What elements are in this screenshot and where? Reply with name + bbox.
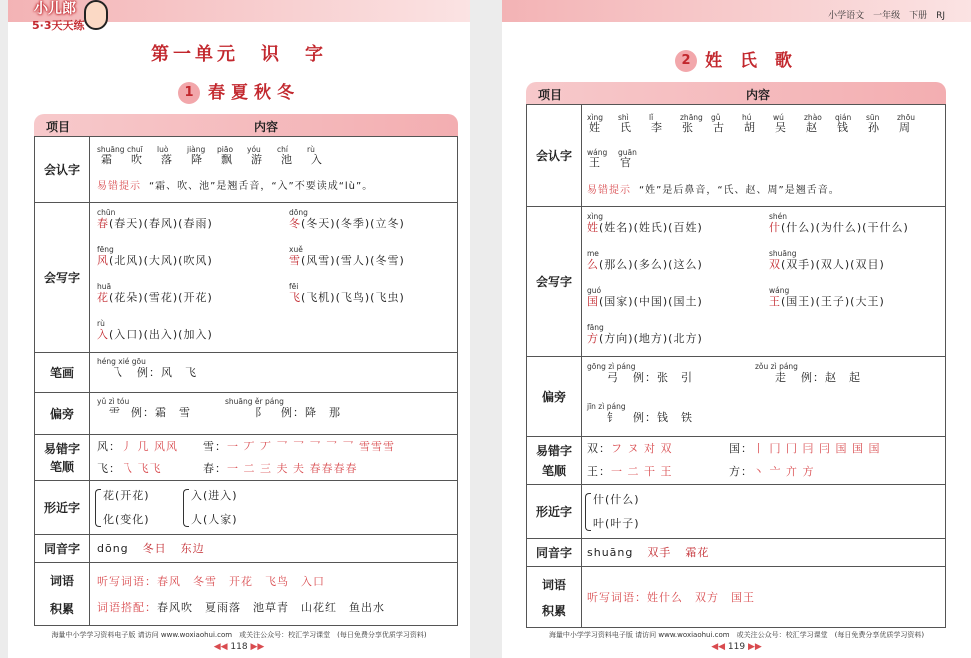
write-item: fēi 飞(飞机)(飞鸟)(飞虫) xyxy=(289,282,405,304)
write-item: chūn 春(春天)(春风)(春雨) xyxy=(97,208,213,230)
homophone-line: shuāng 双手 霜花 xyxy=(587,546,710,559)
radical-item: shuāng ěr páng 阝 例：降 那 xyxy=(225,397,341,419)
char-line: 霜 吹 落 降 飘 游 池 入 xyxy=(101,153,323,166)
logo-line2: 5·3天天练 xyxy=(32,19,85,32)
homophone-line: dōng 冬日 东边 xyxy=(97,542,205,555)
header-item: 项目 xyxy=(538,88,563,102)
row-tongyin xyxy=(527,538,945,566)
row-ciyu xyxy=(35,562,457,626)
header-content: 内容 xyxy=(254,120,279,134)
write-item: wáng 王(国王)(王子)(大王) xyxy=(769,286,885,308)
stroke-order: 国：丨 冂 冂 冃 冃 国 国 国 xyxy=(729,442,881,455)
breadcrumb: 小学语文 一年级 下册 RJ xyxy=(828,11,945,21)
radical-item: yǔ zì tóu ⻗ 例：霜 雪 xyxy=(97,397,191,419)
radical-item: zǒu zì páng 走 例：赵 起 xyxy=(755,362,861,384)
row-huixiezi xyxy=(527,206,945,356)
footer-text: 海量中小学学习资料电子版 请访问 www.woxiaohui.com 或关注公众号：校汇学习课堂 (每日免费分享优质学习资料) xyxy=(51,631,427,639)
write-item: fēng 风(北风)(大风)(吹风) xyxy=(97,245,213,267)
tip-line: 易错提示 “姓”是后鼻音，“氏、赵、周”是翘舌音。 xyxy=(587,185,840,196)
vocab-line: 听写词语：春风 冬雪 开花 飞鸟 入口 xyxy=(97,575,325,588)
pinyin-line: shuāng chuī luò jiàng piāo yóu chí rù xyxy=(97,145,315,154)
lesson-title xyxy=(502,46,971,72)
write-item: dōng 冬(冬天)(冬季)(立冬) xyxy=(289,208,405,230)
write-item: rù 入(入口)(出入)(加入) xyxy=(97,319,213,341)
row-label: 笔画 xyxy=(35,353,90,392)
row-label: 词语 积累 xyxy=(527,567,582,628)
similar-char: 人(人家) xyxy=(191,513,238,526)
row-label: 易错字 笔顺 xyxy=(527,437,582,484)
similar-char: 什(什么) xyxy=(593,493,640,506)
stroke-order: 雪：一 丆 丆 乛 乛 乛 乛 乛 雪雪雪 xyxy=(203,440,395,453)
right-page xyxy=(502,0,971,658)
row-xingjin xyxy=(35,480,457,534)
write-item: huā 花(花朵)(雪花)(开花) xyxy=(97,282,213,304)
radical-item: gōng zì páng 弓 例：张 引 xyxy=(587,362,693,384)
header-content: 内容 xyxy=(746,88,771,102)
row-label: 会写字 xyxy=(527,207,582,356)
stroke-order: 双：フ ヌ 对 双 xyxy=(587,442,673,455)
char-line: 王 官 xyxy=(589,156,632,169)
table-header xyxy=(526,82,946,104)
unit-title: 第一单元 识 字 xyxy=(151,44,327,65)
row-tongyin xyxy=(35,534,457,562)
write-item: shuāng 双(双手)(双人)(双目) xyxy=(769,249,885,271)
similar-char: 化(变化) xyxy=(103,513,150,526)
stroke-order: 风：丿 几 风风 xyxy=(97,440,178,453)
write-item: shén 什(什么)(为什么)(干什么) xyxy=(769,212,909,234)
row-huixiezi xyxy=(35,202,457,352)
lesson-title xyxy=(8,78,470,104)
pinyin-line: xìng shì lǐ zhāng gǔ hú wú zhào qián sūn zhōu xyxy=(587,113,916,122)
brace-icon xyxy=(183,489,189,527)
radical-item: jīn zì páng 钅 例：钱 铁 xyxy=(587,402,693,424)
page-number: ◀◀ 118 ▶▶ xyxy=(213,642,265,652)
logo-line1: 小儿郎 xyxy=(34,1,76,17)
lesson-table xyxy=(34,136,458,626)
row-label: 同音字 xyxy=(35,535,90,562)
stroke-order: 方：丶 亠 亣 方 xyxy=(729,465,815,478)
brace-icon xyxy=(95,489,101,527)
row-label: 易错字 笔顺 xyxy=(35,435,90,480)
page-number: ◀◀ 119 ▶▶ xyxy=(711,642,762,652)
row-label: 形近字 xyxy=(35,481,90,534)
write-item: xuě 雪(风雪)(雪人)(冬雪) xyxy=(289,245,405,267)
table-header xyxy=(34,114,458,136)
similar-char: 叶(叶子) xyxy=(593,517,640,530)
stroke-order: 春：一 二 三 夫 夫 春春春春 xyxy=(203,462,358,475)
lesson-table xyxy=(526,104,946,628)
lesson-name: 姓 氏 歌 xyxy=(705,51,798,71)
row-ciyu xyxy=(527,566,945,628)
similar-char: 入(进入) xyxy=(191,489,238,502)
similar-char: 花(开花) xyxy=(103,489,150,502)
row-label: 偏旁 xyxy=(527,357,582,436)
left-page xyxy=(8,0,470,658)
row-label: 会写字 xyxy=(35,203,90,352)
row-label: 偏旁 xyxy=(35,393,90,434)
write-item: xìng 姓(姓名)(姓氏)(百姓) xyxy=(587,212,703,234)
lesson-number: 1 xyxy=(178,82,200,104)
row-huirenzi xyxy=(35,136,457,202)
mascot-icon xyxy=(84,0,108,30)
row-label: 词语 积累 xyxy=(35,563,90,626)
footer-text: 海量中小学学习资料电子版 请访问 www.woxiaohui.com 或关注公众号：校汇学习课堂 (每日免费分享优质学习资料) xyxy=(548,631,925,639)
write-item: guó 国(国家)(中国)(国土) xyxy=(587,286,703,308)
row-huirenzi xyxy=(527,104,945,206)
stroke-item: héng xié gōu 乁 例：风 飞 xyxy=(97,357,197,379)
tip-line: 易错提示 “霜、吹、池”是翘舌音，“入”不要读成“lù”。 xyxy=(97,181,374,192)
row-label: 同音字 xyxy=(527,539,582,566)
write-item: fāng 方(方向)(地方)(北方) xyxy=(587,323,703,345)
lesson-name: 春夏秋冬 xyxy=(208,83,300,103)
row-yicuo xyxy=(527,436,945,484)
row-pianpang xyxy=(527,356,945,436)
row-pianpang xyxy=(35,392,457,434)
stroke-order: 飞：乁 飞飞 xyxy=(97,462,162,475)
brand-logo xyxy=(30,0,114,36)
row-label: 形近字 xyxy=(527,485,582,538)
write-item: me 么(那么)(多么)(这么) xyxy=(587,249,703,271)
vocab-line: 词语搭配：春风吹 夏雨落 池草青 山花红 鱼出水 xyxy=(97,601,385,614)
pinyin-line: wáng guān xyxy=(587,148,637,157)
char-line: 姓 氏 李 张 古 胡 吴 赵 钱 孙 周 xyxy=(589,121,911,134)
header-item: 项目 xyxy=(46,120,71,134)
brace-icon xyxy=(585,493,591,531)
lesson-number: 2 xyxy=(675,50,697,72)
row-label: 会认字 xyxy=(527,105,582,206)
row-xingjin xyxy=(527,484,945,538)
vocab-line: 听写词语：姓什么 双方 国王 xyxy=(587,591,755,604)
row-bihua xyxy=(35,352,457,392)
row-yicuo xyxy=(35,434,457,480)
row-label: 会认字 xyxy=(35,137,90,202)
stroke-order: 王：一 二 干 王 xyxy=(587,465,673,478)
